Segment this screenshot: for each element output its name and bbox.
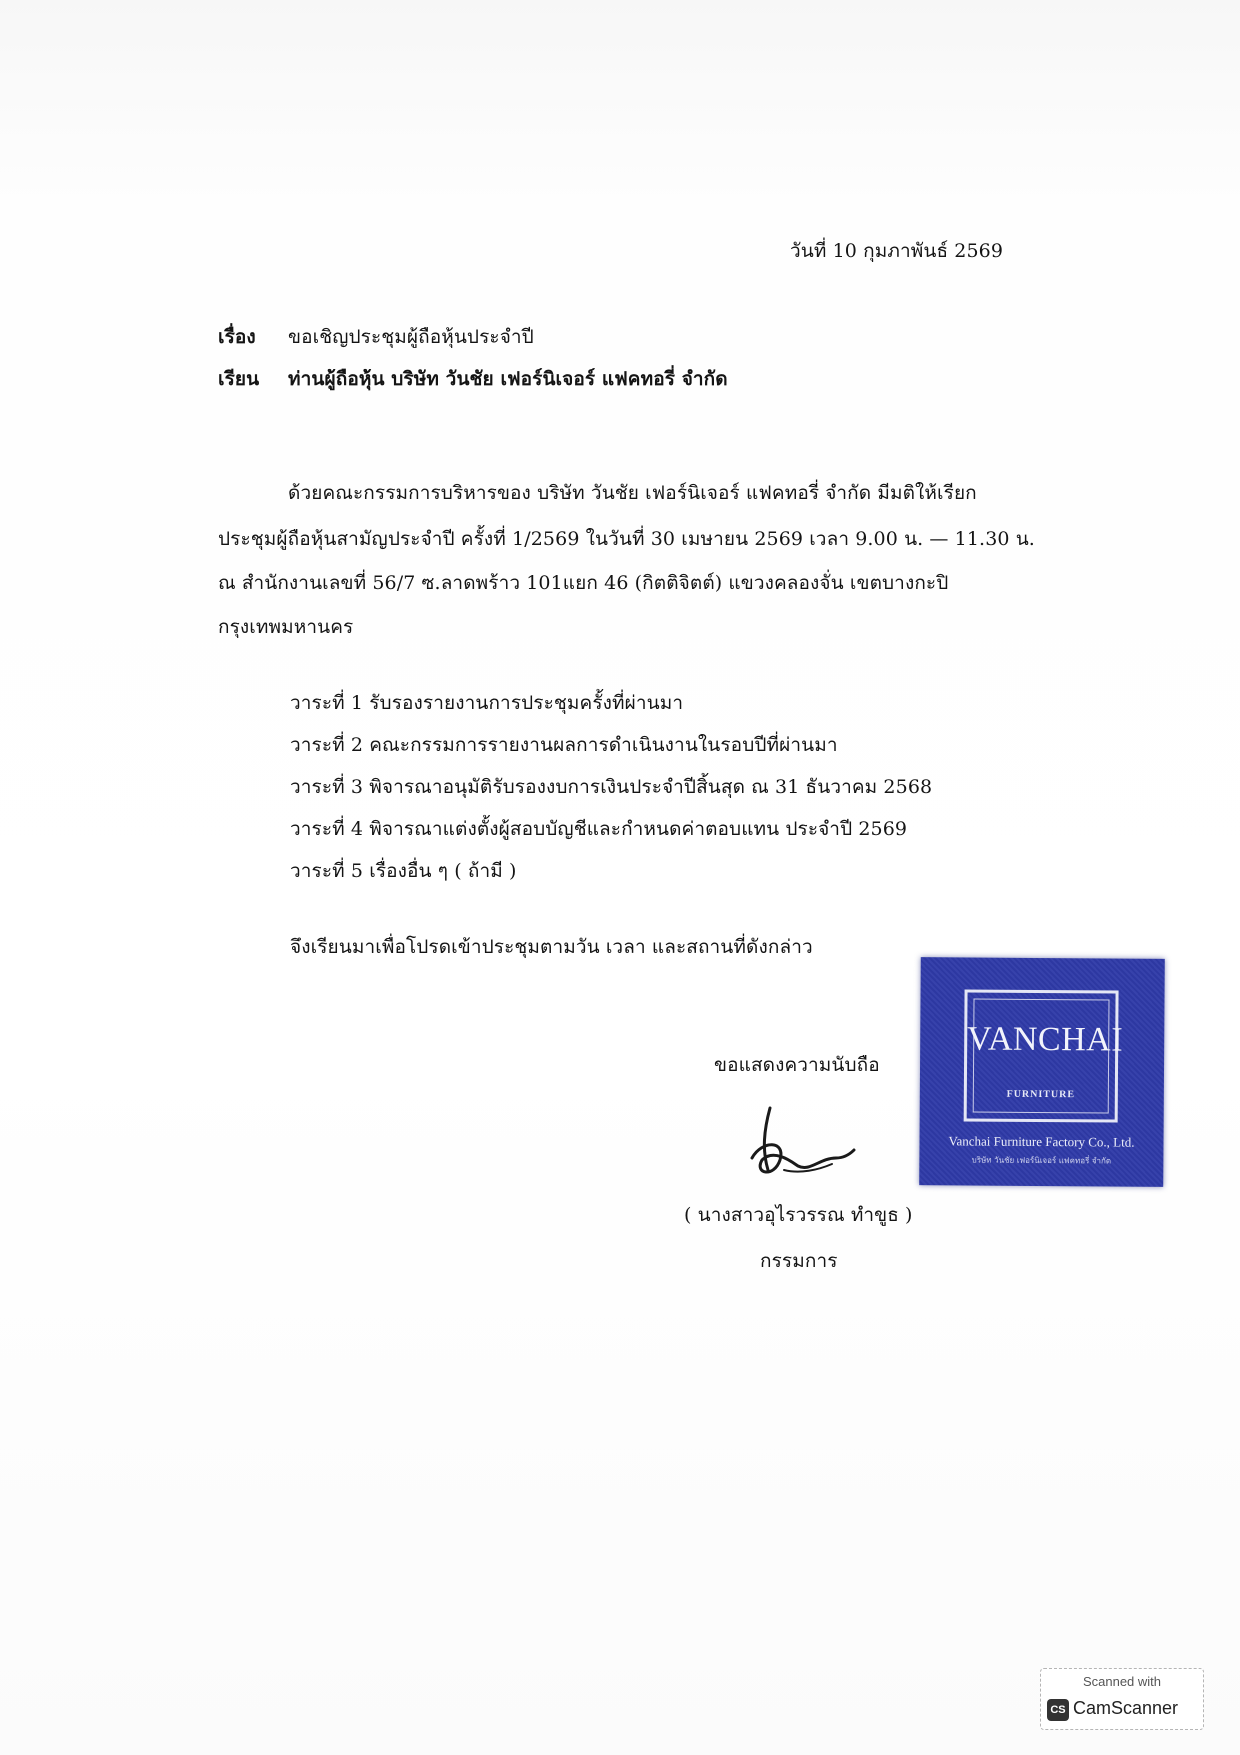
- camscanner-badge: [1040, 1668, 1204, 1730]
- regards-text: ขอแสดงความนับถือ: [714, 1054, 880, 1076]
- letter-date: วันที่ 10 กุมภาพันธ์ 2569: [790, 240, 1004, 262]
- handwritten-signature: [740, 1100, 860, 1200]
- seal-brand-text: VANCHAI: [967, 1020, 1124, 1059]
- recipient-text: ท่านผู้ถือหุ้น บริษัท วันชัย เฟอร์นิเจอร์ แฟคทอรี่ จำกัด: [288, 368, 728, 390]
- subject-text: ขอเชิญประชุมผู้ถือหุ้นประจำปี: [288, 326, 534, 348]
- signer-name: ( นางสาวอุไรวรรณ ทำขูธ ): [684, 1204, 913, 1226]
- closing-text: จึงเรียนมาเพื่อโปรดเข้าประชุมตามวัน เวลา และสถานที่ดังกล่าว: [290, 936, 813, 958]
- agenda-item: วาระที่ 1 รับรองรายงานการประชุมครั้งที่ผ่านมา: [290, 692, 684, 714]
- body-line: กรุงเทพมหานคร: [218, 616, 354, 638]
- seal-sub-text: FURNITURE: [1006, 1088, 1076, 1101]
- company-seal-stamp: [919, 957, 1165, 1187]
- camscanner-logo-icon: CS: [1047, 1699, 1069, 1721]
- agenda-item: วาระที่ 3 พิจารณาอนุมัติรับรองงบการเงินประจำปีสิ้นสุด ณ 31 ธันวาคม 2568: [290, 776, 933, 798]
- seal-company-name-th: บริษัท วันชัย เฟอร์นิเจอร์ แฟคทอรี่ จำกัด: [971, 1155, 1112, 1166]
- seal-frame: [964, 989, 1124, 1122]
- body-line: ประชุมผู้ถือหุ้นสามัญประจำปี ครั้งที่ 1/2569 ในวันที่ 30 เมษายน 2569 เวลา 9.00 น. — 11.30 น.: [218, 528, 1035, 550]
- agenda-item: วาระที่ 2 คณะกรรมการรายงานผลการดำเนินงานในรอบปีที่ผ่านมา: [290, 734, 838, 756]
- scanner-brand: CamScanner: [1073, 1698, 1179, 1718]
- agenda-item: วาระที่ 4 พิจารณาแต่งตั้งผู้สอบบัญชีและกำหนดค่าตอบแทน ประจำปี 2569: [290, 818, 908, 840]
- signer-title: กรรมการ: [760, 1250, 838, 1272]
- body-line: ณ สำนักงานเลขที่ 56/7 ซ.ลาดพร้าว 101แยก 46 (กิตติจิตต์) แขวงคลองจั่น เขตบางกะปิ: [218, 572, 949, 594]
- seal-company-name-en: Vanchai Furniture Factory Co., Ltd.: [948, 1133, 1135, 1150]
- body-line: ด้วยคณะกรรมการบริหารของ บริษัท วันชัย เฟอร์นิเจอร์ แฟคทอรี่ จำกัด มีมติให้เรียก: [288, 482, 977, 504]
- scanner-caption: Scanned with: [1082, 1674, 1162, 1689]
- recipient-label: เรียน: [218, 368, 260, 390]
- subject-label: เรื่อง: [218, 326, 256, 348]
- agenda-item: วาระที่ 5 เรื่องอื่น ๆ ( ถ้ามี ): [290, 860, 517, 882]
